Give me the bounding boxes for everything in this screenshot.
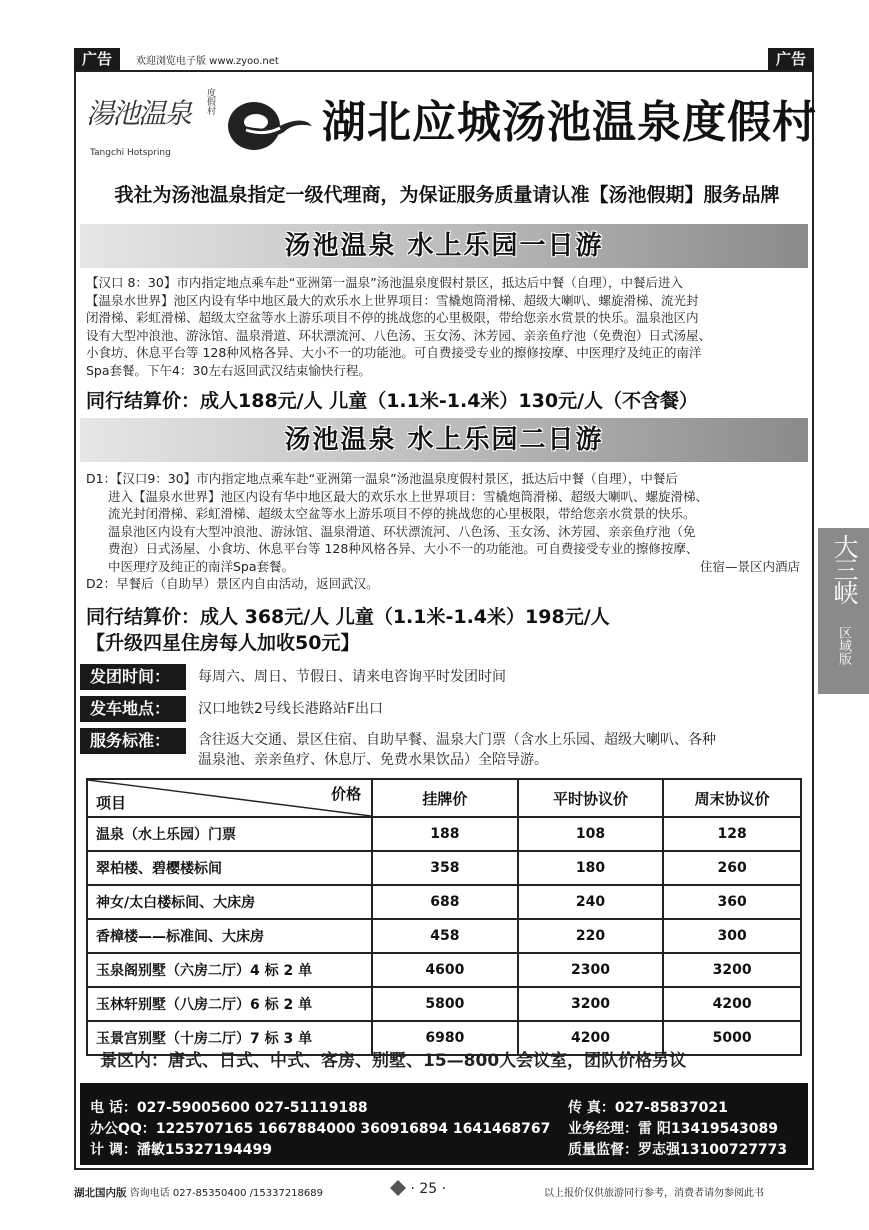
- logo-english-text: Tangchi Hotspring: [90, 148, 171, 158]
- tour1-line: Spa套餐。下午4：30左右返回武汉结束愉快行程。: [86, 362, 371, 378]
- row-list-price: 458: [372, 919, 518, 953]
- tour1-line: 小食坊、休息平台等 128种风格各异、大小不一的功能池。可自费接受专业的擦修按摩、中医理疗及纯正的南洋: [86, 345, 702, 360]
- contact-row: [90, 1097, 800, 1117]
- row-item: 温泉（水上乐园）门票: [87, 817, 372, 851]
- row-weekend-price: 360: [663, 885, 801, 919]
- table-header-item: [87, 779, 372, 817]
- row-list-price: 688: [372, 885, 518, 919]
- tour2-line: D1：【汉口9：30】市内指定地点乘车赴“亚洲第一温泉”汤池温泉度假村景区，抵达后中餐（自理），中餐后: [86, 471, 678, 486]
- footer-disclaimer: 以上报价仅供旅游同行参考，消费者请勿参阅此书: [544, 1188, 764, 1199]
- footer-edition: 湖北国内版: [74, 1187, 127, 1199]
- tour2-banner-title: 汤池温泉 水上乐园二日游: [284, 425, 604, 455]
- row-weekday-price: 220: [518, 919, 664, 953]
- tour1-line: 【汉口 8：30】市内指定地点乘车赴“亚洲第一温泉”汤池温泉度假村景区，抵达后中餐（自理），中餐后进入: [86, 275, 684, 290]
- table-row: [87, 987, 801, 1021]
- office-qq: 办公QQ：1225707165 1667884000 360916894 1641468767: [90, 1121, 551, 1137]
- contact-row: [90, 1118, 800, 1138]
- logo-script-text: 湯池温泉: [86, 97, 191, 130]
- business-manager: 业务经理：雷 阳13419543089: [568, 1121, 779, 1137]
- phone-numbers: 电 话：027-59005600 027-51119188: [90, 1100, 368, 1116]
- row-weekday-price: 108: [518, 817, 664, 851]
- column-header-list: 挂牌价: [372, 779, 518, 817]
- tour1-banner-title: 汤池温泉 水上乐园一日游: [284, 231, 604, 261]
- price-table: [86, 778, 802, 1056]
- tour1-description: [86, 274, 806, 379]
- tour1-banner: [80, 224, 808, 268]
- page-number: [390, 1180, 446, 1197]
- row-weekend-price: 3200: [663, 953, 801, 987]
- tour1-line: 设有大型冲浪池、游泳馆、温泉滑道、环状漂流河、八色汤、玉女汤、沐芳园、亲亲鱼疗池（免费泡）日式汤屋、: [86, 327, 712, 343]
- header-item-label: 项目: [96, 794, 127, 812]
- tour2-day2: D2：早餐后（自助早）景区内自由活动，返回武汉。: [86, 576, 379, 591]
- departure-time-label: 发团时间：: [80, 664, 186, 690]
- tour1-price: 同行结算价：成人188元/人 儿童（1.1米-1.4米）130元/人（不含餐）: [86, 390, 699, 412]
- row-item: 玉林轩别墅（八房二厅）6 标 2 单: [87, 987, 372, 1021]
- table-row: [87, 817, 801, 851]
- footer-hotline: 咨询电话 027-85350400 /15337218689: [129, 1188, 323, 1199]
- tour2-description: [86, 470, 806, 593]
- tour2-line-last: [86, 558, 806, 576]
- footer-left: [74, 1184, 323, 1200]
- table-header-row: [87, 779, 801, 817]
- row-item: 翠柏楼、碧樱楼标间: [87, 851, 372, 885]
- tour2-upgrade: 【升级四星住房每人加收50元】: [86, 632, 360, 654]
- row-list-price: 6980: [372, 1021, 518, 1055]
- fax-number: 传 真：027-85837021: [568, 1100, 728, 1116]
- row-weekday-price: 180: [518, 851, 664, 885]
- logo-swirl-icon: [224, 96, 314, 156]
- table-row: [87, 953, 801, 987]
- row-list-price: 358: [372, 851, 518, 885]
- region-side-tab: [818, 528, 869, 694]
- table-row: [87, 885, 801, 919]
- row-weekday-price: 2300: [518, 953, 664, 987]
- row-list-price: 5800: [372, 987, 518, 1021]
- contact-row: [90, 1139, 800, 1159]
- row-list-price: 4600: [372, 953, 518, 987]
- row-weekend-price: 300: [663, 919, 801, 953]
- page-number-text: · 25 ·: [410, 1181, 447, 1197]
- logo: [84, 86, 314, 170]
- row-list-price: 188: [372, 817, 518, 851]
- ad-label-left: 广告: [74, 48, 120, 70]
- tour2-line: 温泉池区内设有大型冲浪池、游泳馆、温泉滑道、环状漂流河、八色汤、玉女汤、沐芳园、亲亲鱼疗池（免: [108, 523, 696, 539]
- departure-time-value: 每周六、周日、节假日、请来电咨询平时发团时间: [198, 669, 506, 685]
- row-weekend-price: 5000: [663, 1021, 801, 1055]
- header-price-label: 价格: [331, 785, 362, 803]
- row-weekend-price: 128: [663, 817, 801, 851]
- ad-label-right: 广告: [768, 48, 814, 70]
- tour2-banner: [80, 418, 808, 462]
- tour1-line: 【温泉水世界】池区内设有华中地区最大的欢乐水上世界项目：雪橇炮筒滑梯、超级大喇叭、螺旋滑梯、流光封: [86, 292, 699, 308]
- site-note: 欢迎浏览电子版 www.zyoo.net: [136, 56, 279, 67]
- service-standard-label: 服务标准：: [80, 728, 186, 754]
- table-row: [87, 919, 801, 953]
- service-standard-line: 含往返大交通、景区住宿、自助早餐、温泉大门票（含水上乐园、超级大喇叭、各种: [198, 732, 716, 748]
- page-title: 湖北应城汤池温泉度假村: [322, 97, 817, 148]
- agency-notice: 我社为汤池温泉指定一级代理商，为保证服务质量请认准【汤池假期】服务品牌: [114, 184, 780, 206]
- row-weekend-price: 260: [663, 851, 801, 885]
- tour2-line: 进入【温泉水世界】池区内设有华中地区最大的欢乐水上世界项目：雪橇炮筒滑梯、超级大喇叭、螺旋滑梯、: [108, 488, 709, 504]
- row-weekday-price: 3200: [518, 987, 664, 1021]
- row-weekend-price: 4200: [663, 987, 801, 1021]
- tour2-price: 同行结算价：成人 368元/人 儿童（1.1米-1.4米）198元/人: [86, 606, 610, 628]
- row-item: 神女/太白楼标间、大床房: [87, 885, 372, 919]
- pickup-location-label: 发车地点：: [80, 696, 186, 722]
- side-tab-subtitle: 区域版: [836, 626, 851, 665]
- quality-supervisor: 质量监督：罗志强13100727773: [568, 1142, 788, 1158]
- column-header-weekend: 周末协议价: [663, 779, 801, 817]
- row-item: 香樟楼——标准间、大床房: [87, 919, 372, 953]
- page-badge-icon: [390, 1180, 406, 1196]
- tour2-line: 中医理疗及纯正的南洋Spa套餐。: [108, 558, 295, 574]
- side-tab-title: 大三峡: [830, 534, 859, 603]
- row-weekday-price: 4200: [518, 1021, 664, 1055]
- contact-box: [80, 1083, 808, 1165]
- column-header-weekday: 平时协议价: [518, 779, 664, 817]
- tour2-stay: 住宿—景区内酒店: [699, 558, 800, 574]
- row-weekday-price: 240: [518, 885, 664, 919]
- logo-small-text: 度假村: [205, 88, 215, 115]
- venue-facilities: 景区内：唐式、日式、中式、客房、别墅、15—800人会议室，团队价格另议: [100, 1051, 687, 1071]
- header-diagonal-line: [88, 780, 371, 816]
- service-standard-value: [198, 730, 716, 770]
- planner-contact: 计 调：潘敏15327194499: [90, 1142, 273, 1158]
- row-item: 玉泉阁别墅（六房二厅）4 标 2 单: [87, 953, 372, 987]
- tour1-line: 闭滑梯、彩虹滑梯、超级太空盆等水上游乐项目不停的挑战您的心里极限，带给您亲水赏景的快乐。温泉池区内: [86, 310, 699, 325]
- tour2-line: 流光封闭滑梯、彩虹滑梯、超级太空盆等水上游乐项目不停的挑战您的心里极限，带给您亲水赏景的快乐。: [108, 506, 696, 521]
- table-row: [87, 851, 801, 885]
- service-standard-line: 温泉池、亲亲鱼疗、休息厅、免费水果饮品）全陪导游。: [198, 752, 548, 768]
- tour2-line: 费泡）日式汤屋、小食坊、休息平台等 128种风格各异、大小不一的功能池。可自费接受专业的擦修按摩、: [108, 541, 699, 556]
- row-item: 玉景宫别墅（十房二厅）7 标 3 单: [87, 1021, 372, 1055]
- pickup-location-value: 汉口地铁2号线长港路站F出口: [198, 701, 383, 717]
